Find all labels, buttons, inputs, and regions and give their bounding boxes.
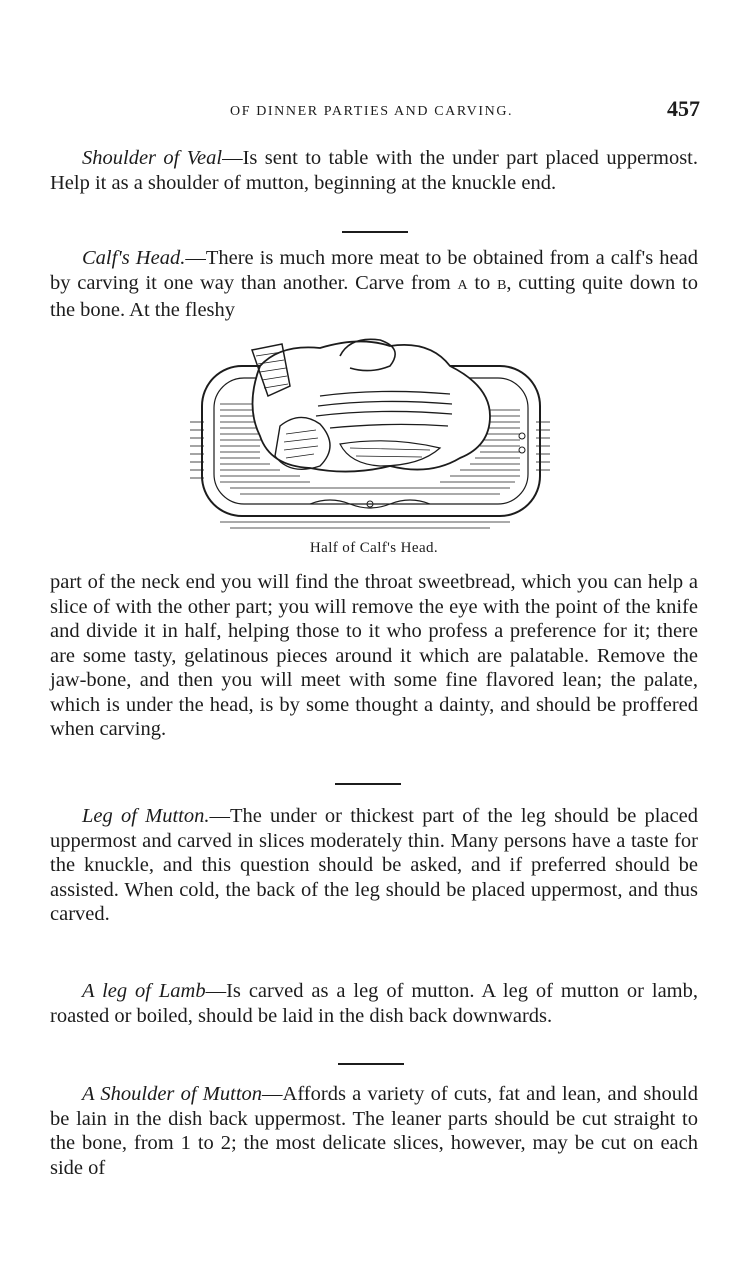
text-leg-of-lamb: —Is carved as a leg of mutton. A leg of mutton or lamb, roasted or boiled, should be laid in the dish back downwards.	[50, 980, 698, 1027]
page-number: 457	[667, 96, 700, 121]
heading-leg-of-mutton: Leg of Mutton.	[82, 805, 210, 827]
paragraph-leg-of-lamb	[50, 979, 698, 1028]
text-calfs-head-continued: part of the neck end you will find the throat sweetbread, which you can help a slice of with the other part; you will remove the eye with the point of the knife and divide it in half, helping those to it who profess a preference for it; there are some tasty, gelatinous pieces around it which are palatable. Remove the jaw-bone, and then you will meet with some fine flavored lean; the palate, which is under the head, is by some thought a dainty, and should be proffered when carving.	[50, 571, 698, 740]
figure-caption: Half of Calf's Head.	[309, 540, 439, 556]
running-head: OF DINNER PARTIES AND CARVING.	[230, 104, 514, 119]
heading-shoulder-of-veal: Shoulder of Veal	[82, 147, 223, 169]
calfs-head-engraving	[190, 326, 550, 536]
paragraph-calfs-head-continued	[50, 570, 698, 742]
paragraph-leg-of-mutton	[50, 804, 698, 927]
text-calfs-head-2: , cutting quite down to the bone. At the fleshy	[50, 271, 698, 321]
marker-b: B	[497, 277, 507, 293]
marker-a: A	[457, 277, 468, 293]
heading-leg-of-lamb: A leg of Lamb	[82, 980, 206, 1002]
section-divider	[335, 783, 401, 785]
calfs-head-illustration	[190, 326, 550, 536]
paragraph-shoulder-of-veal	[50, 146, 698, 195]
section-divider	[338, 1063, 404, 1065]
page-header	[50, 96, 700, 126]
text-shoulder-of-veal: —Is sent to table with the under part placed uppermost. Help it as a shoulder of mutton, beginning at the knuckle end.	[50, 147, 699, 194]
text-leg-of-mutton: —The under or thickest part of the leg should be placed uppermost and carved in slices moderately thin. Many persons have a taste for the knuckle, and this question should be asked, and if preferred should be assisted. When cold, the back of the leg should be placed uppermost, and thus carved.	[50, 805, 699, 925]
heading-shoulder-of-mutton: A Shoulder of Mutton	[82, 1083, 263, 1105]
text-shoulder-of-mutton: —Affords a variety of cuts, fat and lean, and should be lain in the dish back uppermost. The leaner parts should be cut straight to the bone, from 1 to 2; the most delicate slices, however, may be cut on each side of	[50, 1083, 698, 1179]
paragraph-calfs-head	[50, 246, 698, 323]
paragraph-shoulder-of-mutton	[50, 1082, 698, 1180]
heading-calfs-head: Calf's Head.	[82, 247, 186, 269]
text-calfs-head-to: to	[467, 271, 498, 294]
section-divider	[342, 231, 408, 233]
text-calfs-head-1: —There is much more meat to be obtained from a calf's head by carving it one way than another. Carve from	[50, 247, 698, 294]
